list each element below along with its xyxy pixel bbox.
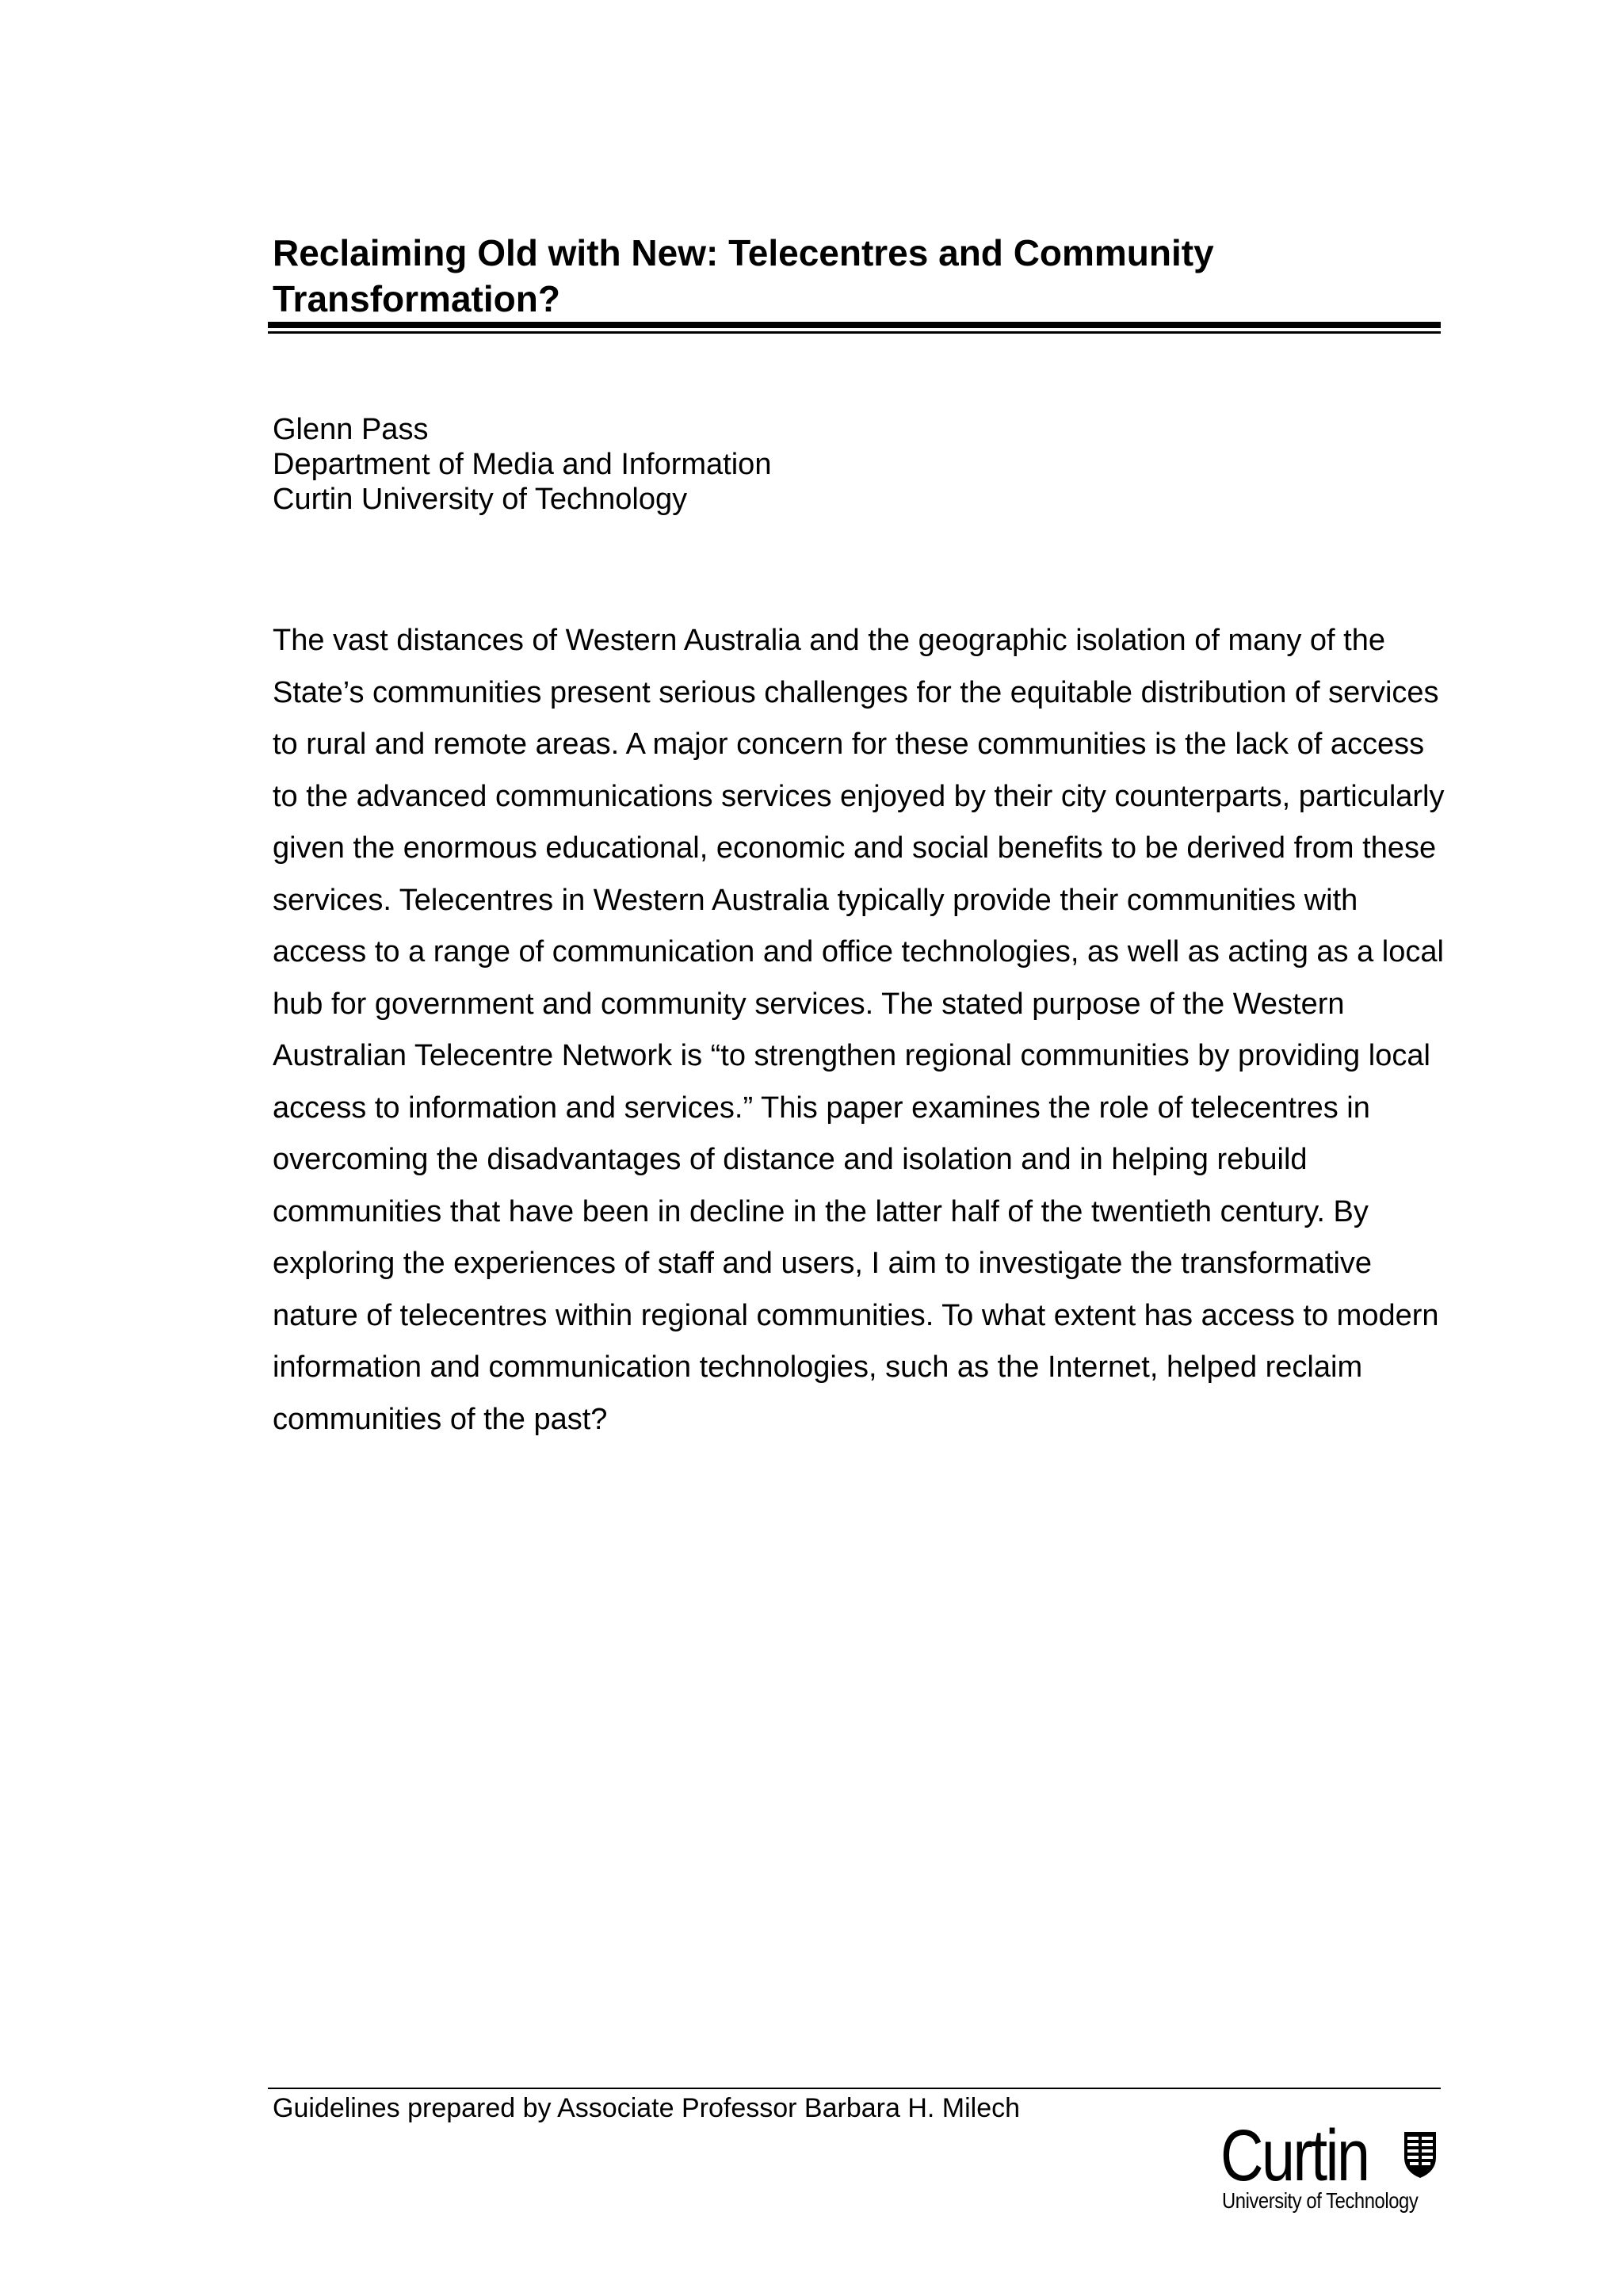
author-department: Department of Media and Information <box>273 448 772 481</box>
title-rule-thin <box>268 331 1441 334</box>
curtin-crest-icon <box>1401 2129 1439 2179</box>
logo-wordmark: Curtin <box>1220 2115 1369 2196</box>
author-block <box>273 412 771 517</box>
paper-title: Reclaiming Old with New: Telecentres and Community Transformation? <box>273 232 1214 319</box>
abstract-text: The vast distances of Western Australia and the geographic isolation of many of the State’s communities present serious challenges for the equitable distribution of services to rural and remote areas. A major concern for these communities is the lack of access to the advanced communications services enjoyed by their city counterparts, particularly given the enormous educational, economic and social benefits to be derived from these services. Telecentres in Western Australia typically provide their communities with access to a range of communication and office technologies, as well as acting as a local hub for government and community services. The stated purpose of the Western Australian Telecentre Network is “to strengthen regional communities by providing local access to information and services.” This paper examines the role of telecentres in overcoming the disadvantages of distance and isolation and in helping rebuild communities that have been in decline in the latter half of the twentieth century. By exploring the experiences of staff and users, I aim to investigate the transformative nature of telecentres within regional communities. To what extent has access to modern information and communication technologies, such as the Internet, helped reclaim communities of the past? <box>273 624 1445 1436</box>
author-name: Glenn Pass <box>273 413 429 446</box>
logo-subtitle: University of Technology <box>1222 2188 1419 2213</box>
curtin-logo <box>1220 2115 1450 2213</box>
title-rule-thick <box>268 322 1441 328</box>
footer-rule <box>268 2088 1441 2089</box>
author-institution: Curtin University of Technology <box>273 483 688 516</box>
footer-note: Guidelines prepared by Associate Professor Barbara H. Milech <box>273 2093 1021 2123</box>
